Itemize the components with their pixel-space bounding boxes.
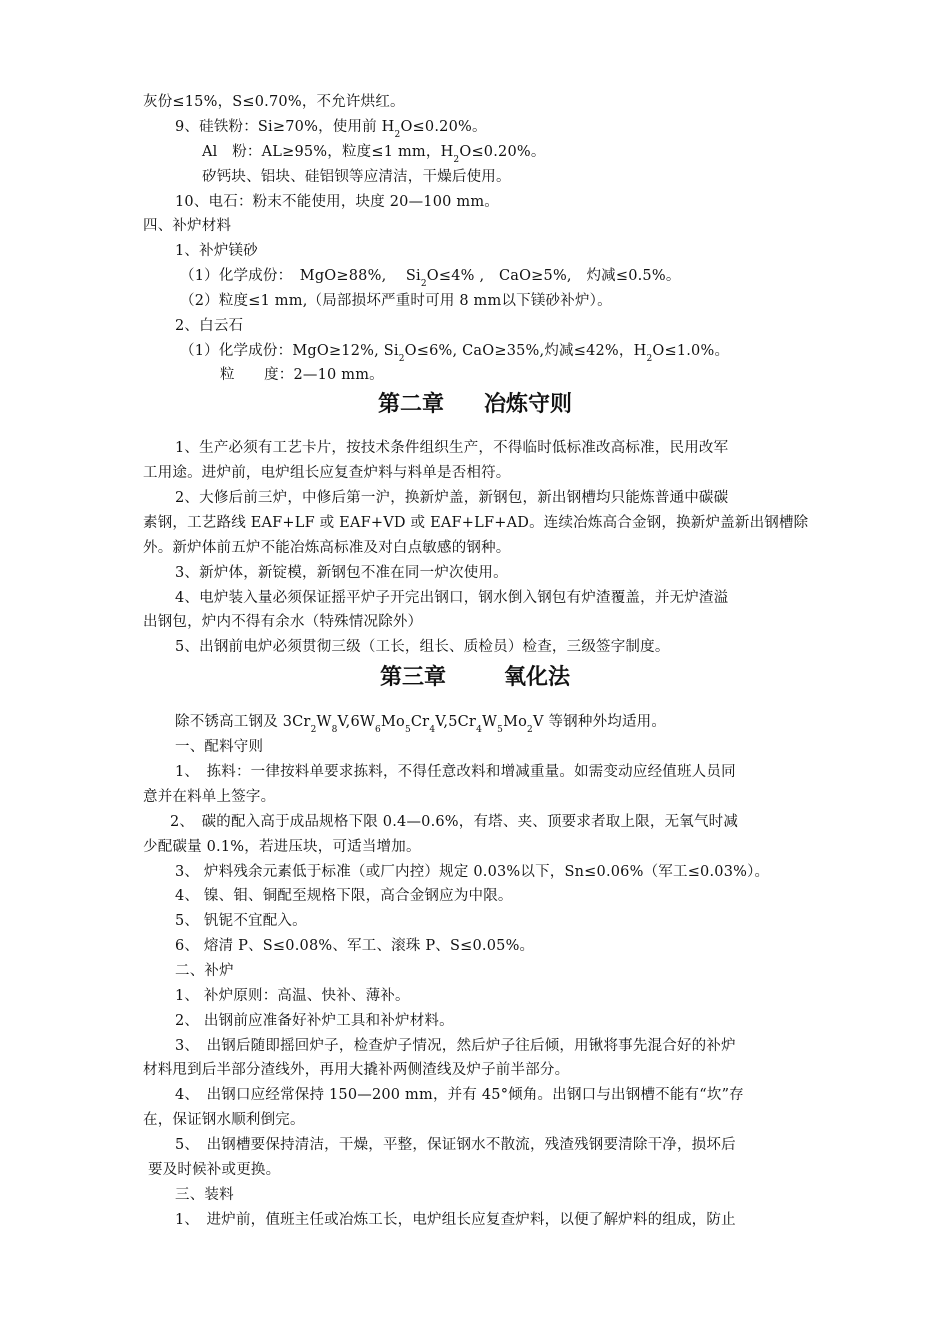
text-line: 3、 出钢后随即摇回炉子，检查炉子情况，然后炉子往后倾，用锹将事先混合好的补炉 [175, 1038, 736, 1054]
text-line: 1、补炉镁砂 [175, 243, 258, 259]
text-line: 4、电炉装入量必须保证摇平炉子开完出钢口，钢水倒入钢包有炉渣覆盖，并无炉渣溢 [175, 590, 729, 606]
chapter-title: 第三章 氧化法 [379, 665, 571, 690]
text-line: 少配碳量 0.1%，若进压块，可适当增加。 [143, 839, 421, 855]
text-line: 工用途。进炉前，电炉组长应复查炉料与料单是否相符。 [143, 465, 511, 481]
text-line: 矽钙块、铝块、硅铝钡等应清洁，干燥后使用。 [202, 169, 511, 185]
text-line: 除不锈高工钢及 $3Cr_2W_8V,6W_6Mo_5Cr_4V,5Cr_4W_5Mo_2V$ 等钢种外均适用。 [175, 714, 667, 735]
text-line: 1、 拣料：一律按料单要求拣料，不得任意改料和增减重量。如需变动应经值班人员同 [175, 764, 736, 780]
text-line: 5、出钢前电炉必须贯彻三级（工长，组长、质检员）检查，三级签字制度。 [175, 639, 670, 655]
text-line: 意并在料单上签字。 [143, 789, 276, 805]
text-line: （2）粒度≤1 mm,（局部损坏严重时可用 8 mm以下镁砂补炉）。 [180, 293, 612, 309]
text-line: 5、 出钢槽要保持清洁，干燥，平整，保证钢水不散流，残渣残钢要清除干净，损坏后 [175, 1137, 736, 1153]
text-line: 材料甩到后半部分渣线外，再用大撬补两侧渣线及炉子前半部分。 [143, 1062, 570, 1078]
section-heading: 四、补炉材料 [143, 218, 232, 234]
text-line: 出钢包，炉内不得有余水（特殊情况除外） [143, 614, 423, 630]
text-line: Al 粉：AL≥95%，粒度≤1 mm，$H_2O\le 0.20\%$。 [202, 144, 546, 165]
text-line: 4、 镍、钼、铜配至规格下限，高合金钢应为中限。 [175, 888, 513, 904]
text-line: 3、 炉料残余元素低于标准（或厂内控）规定 0.03%以下，Sn≤0.06%（军工≤0.03%）。 [175, 864, 770, 880]
text-line: 粒 度：2—10 mm。 [220, 367, 384, 383]
text-line: （1）化学成份： MgO≥88%, $Si_2O\le 4\%$ , CaO≥5%, 灼减≤0.5%。 [180, 268, 681, 289]
text-line: 6、 熔清 P、S≤0.08%、军工、滚珠 P、S≤0.05%。 [175, 938, 535, 954]
text-line: 3、新炉体，新锭模，新钢包不准在同一炉次使用。 [175, 565, 508, 581]
text-line: 2、 出钢前应准备好补炉工具和补炉材料。 [175, 1013, 454, 1029]
text-line: 4、 出钢口应经常保持 150—200 mm，并有 45°倾角。出钢口与出钢槽不能有“坎”存 [175, 1087, 744, 1103]
chapter-title: 第二章 冶炼守则 [377, 392, 573, 417]
text-line: 2、 碳的配入高于成品规格下限 0.4—0.6%，有塔、夹、顶要求者取上限，无氧气时减 [170, 814, 739, 830]
text-line: 在，保证钢水顺利倒完。 [143, 1112, 305, 1128]
text-line: 1、 进炉前，值班主任或冶炼工长，电炉组长应复查炉料，以便了解炉料的组成，防止 [175, 1212, 736, 1228]
text-line: 素钢，工艺路线 EAF+LF 或 EAF+VD 或 EAF+LF+AD。连续冶炼高合金钢，换新炉盖新出钢槽除 [143, 515, 809, 531]
text-line: 10、电石：粉末不能使用，块度 20—100 mm。 [175, 194, 499, 210]
section-heading: 二、补炉 [175, 963, 234, 979]
section-heading: 三、装料 [175, 1187, 234, 1203]
text-line: （1）化学成份：MgO≥12%, $Si_2O\le 6\%$, CaO≥35%,灼减≤42%，$H_2O\le 1.0\%$。 [180, 343, 730, 364]
text-line: 2、大修后前三炉，中修后第一沪，换新炉盖，新钢包，新出钢槽均只能炼普通中碳碳 [175, 490, 729, 506]
text-line: 5、 钒铌不宜配入。 [175, 913, 307, 929]
text-line: 外。新炉体前五炉不能冶炼高标准及对白点敏感的钢种。 [143, 540, 511, 556]
text-line: 2、白云石 [175, 318, 244, 334]
text-line: 1、生产必须有工艺卡片，按技术条件组织生产，不得临时低标准改高标准，民用改军 [175, 440, 729, 456]
text-line: 要及时候补或更换。 [148, 1162, 281, 1178]
section-heading: 一、配料守则 [175, 739, 264, 755]
text-line: 灰份≤15%，S≤0.70%，不允许烘红。 [143, 94, 405, 110]
text-line: 1、 补炉原则：高温、快补、薄补。 [175, 988, 410, 1004]
text-line: 9、硅铁粉：Si≥70%，使用前 $H_2O\le 0.20\%$。 [175, 119, 487, 140]
